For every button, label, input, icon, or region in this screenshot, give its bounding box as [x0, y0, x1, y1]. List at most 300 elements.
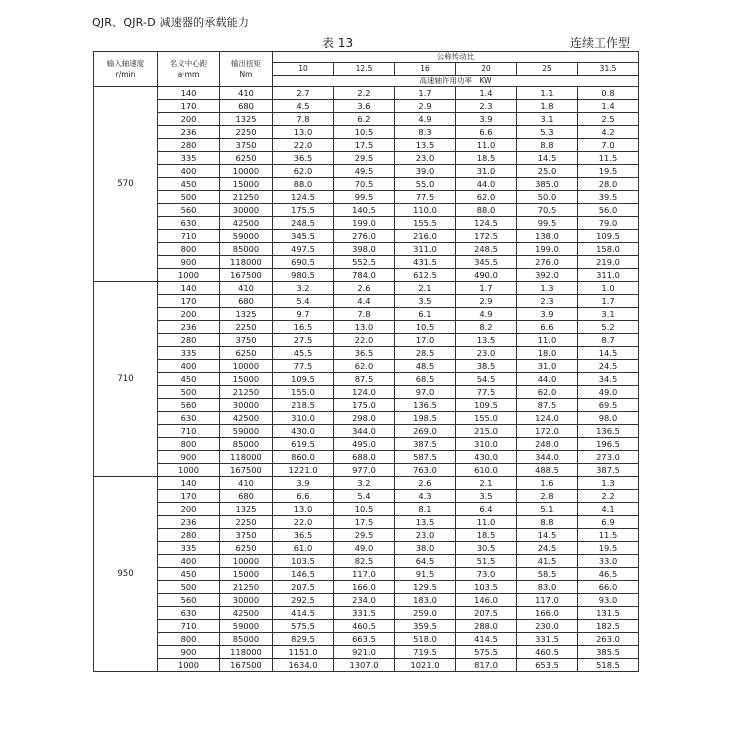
table-row — [94, 646, 639, 659]
table-row — [94, 295, 639, 308]
power-cell: 29.5 — [334, 529, 395, 542]
power-cell: 276.0 — [334, 230, 395, 243]
header-ratio: 16 — [395, 63, 456, 76]
power-cell: 172.0 — [517, 425, 578, 438]
power-cell: 11.0 — [456, 516, 517, 529]
power-cell: 24.5 — [578, 360, 639, 373]
power-cell: 2.3 — [517, 295, 578, 308]
power-cell: 5.4 — [334, 490, 395, 503]
capacity-table — [93, 51, 639, 672]
power-cell: 61.0 — [273, 542, 334, 555]
center-distance-cell: 560 — [158, 594, 220, 607]
power-cell: 2.7 — [273, 87, 334, 100]
torque-cell: 6250 — [220, 152, 273, 165]
power-cell: 3.9 — [517, 308, 578, 321]
power-cell: 31.0 — [517, 360, 578, 373]
power-cell: 62.0 — [334, 360, 395, 373]
table-row — [94, 217, 639, 230]
header-ratio: 20 — [456, 63, 517, 76]
power-cell: 7.8 — [334, 308, 395, 321]
power-cell: 83.0 — [517, 581, 578, 594]
power-cell: 4.4 — [334, 295, 395, 308]
table-row — [94, 438, 639, 451]
torque-cell: 15000 — [220, 373, 273, 386]
table-row — [94, 633, 639, 646]
power-cell: 28.5 — [395, 347, 456, 360]
table-row — [94, 191, 639, 204]
power-cell: 55.0 — [395, 178, 456, 191]
power-cell: 2.2 — [578, 490, 639, 503]
power-cell: 18.0 — [517, 347, 578, 360]
center-distance-cell: 1000 — [158, 464, 220, 477]
power-cell: 230.0 — [517, 620, 578, 633]
power-cell: 62.0 — [273, 165, 334, 178]
power-cell: 829.5 — [273, 633, 334, 646]
power-cell: 14.5 — [578, 347, 639, 360]
power-cell: 3.1 — [578, 308, 639, 321]
operation-mode: 连续工作型 — [570, 36, 631, 50]
center-distance-cell: 280 — [158, 139, 220, 152]
power-cell: 9.7 — [273, 308, 334, 321]
power-cell: 98.0 — [578, 412, 639, 425]
power-cell: 110.0 — [395, 204, 456, 217]
center-distance-cell: 140 — [158, 282, 220, 295]
table-row — [94, 308, 639, 321]
power-cell: 345.5 — [456, 256, 517, 269]
power-cell: 13.0 — [334, 321, 395, 334]
center-distance-cell: 500 — [158, 191, 220, 204]
center-distance-cell: 630 — [158, 217, 220, 230]
power-cell: 263.0 — [578, 633, 639, 646]
power-cell: 136.5 — [578, 425, 639, 438]
power-cell: 495.0 — [334, 438, 395, 451]
power-cell: 414.5 — [456, 633, 517, 646]
power-cell: 36.5 — [334, 347, 395, 360]
table-row — [94, 425, 639, 438]
power-cell: 41.5 — [517, 555, 578, 568]
power-cell: 860.0 — [273, 451, 334, 464]
power-cell: 1.7 — [456, 282, 517, 295]
torque-cell: 118000 — [220, 451, 273, 464]
center-distance-cell: 335 — [158, 347, 220, 360]
power-cell: 331.5 — [517, 633, 578, 646]
power-cell: 248.5 — [456, 243, 517, 256]
torque-cell: 21250 — [220, 386, 273, 399]
power-cell: 69.5 — [578, 399, 639, 412]
power-cell: 45.5 — [273, 347, 334, 360]
power-cell: 2.6 — [395, 477, 456, 490]
power-cell: 3.5 — [395, 295, 456, 308]
power-cell: 387.5 — [578, 464, 639, 477]
power-cell: 5.1 — [517, 503, 578, 516]
table-row — [94, 256, 639, 269]
torque-cell: 680 — [220, 100, 273, 113]
power-cell: 488.5 — [517, 464, 578, 477]
torque-cell: 85000 — [220, 438, 273, 451]
center-distance-cell: 200 — [158, 503, 220, 516]
power-cell: 44.0 — [517, 373, 578, 386]
power-cell: 68.5 — [395, 373, 456, 386]
power-cell: 1.3 — [517, 282, 578, 295]
center-distance-cell: 236 — [158, 321, 220, 334]
power-cell: 13.0 — [273, 126, 334, 139]
power-cell: 158.0 — [578, 243, 639, 256]
power-cell: 215.0 — [456, 425, 517, 438]
table-row — [94, 282, 639, 295]
power-cell: 6.2 — [334, 113, 395, 126]
power-cell: 817.0 — [456, 659, 517, 672]
power-cell: 331.5 — [334, 607, 395, 620]
power-cell: 23.0 — [456, 347, 517, 360]
power-cell: 10.5 — [334, 503, 395, 516]
power-cell: 0.8 — [578, 87, 639, 100]
power-cell: 82.5 — [334, 555, 395, 568]
power-cell: 117.0 — [517, 594, 578, 607]
power-cell: 49.0 — [334, 542, 395, 555]
power-cell: 62.0 — [456, 191, 517, 204]
power-cell: 1.8 — [517, 100, 578, 113]
power-cell: 1.7 — [578, 295, 639, 308]
power-cell: 79.0 — [578, 217, 639, 230]
torque-cell: 42500 — [220, 607, 273, 620]
power-cell: 359.5 — [395, 620, 456, 633]
power-cell: 93.0 — [578, 594, 639, 607]
table-row — [94, 555, 639, 568]
torque-cell: 680 — [220, 490, 273, 503]
table-row — [94, 100, 639, 113]
power-cell: 5.3 — [517, 126, 578, 139]
torque-cell: 15000 — [220, 568, 273, 581]
power-cell: 3.9 — [456, 113, 517, 126]
power-cell: 99.5 — [517, 217, 578, 230]
table-row — [94, 607, 639, 620]
torque-cell: 680 — [220, 295, 273, 308]
center-distance-cell: 800 — [158, 243, 220, 256]
power-cell: 663.5 — [334, 633, 395, 646]
power-cell: 24.5 — [517, 542, 578, 555]
table-row — [94, 386, 639, 399]
center-distance-cell: 335 — [158, 152, 220, 165]
power-cell: 2.2 — [334, 87, 395, 100]
power-cell: 398.0 — [334, 243, 395, 256]
power-cell: 155.0 — [456, 412, 517, 425]
center-distance-cell: 170 — [158, 100, 220, 113]
power-cell: 11.5 — [578, 152, 639, 165]
power-cell: 22.0 — [334, 334, 395, 347]
table-row — [94, 503, 639, 516]
center-distance-cell: 800 — [158, 438, 220, 451]
power-cell: 612.5 — [395, 269, 456, 282]
speed-cell: 710 — [94, 282, 158, 477]
power-cell: 575.5 — [456, 646, 517, 659]
table-row — [94, 87, 639, 100]
power-cell: 575.5 — [273, 620, 334, 633]
power-cell: 6.6 — [456, 126, 517, 139]
torque-cell: 42500 — [220, 412, 273, 425]
power-cell: 414.5 — [273, 607, 334, 620]
power-cell: 4.9 — [456, 308, 517, 321]
power-cell: 199.0 — [517, 243, 578, 256]
torque-cell: 21250 — [220, 581, 273, 594]
power-cell: 430.0 — [456, 451, 517, 464]
power-cell: 50.0 — [517, 191, 578, 204]
power-cell: 273.0 — [578, 451, 639, 464]
power-cell: 73.0 — [456, 568, 517, 581]
center-distance-cell: 450 — [158, 178, 220, 191]
torque-cell: 2250 — [220, 516, 273, 529]
power-cell: 109.5 — [273, 373, 334, 386]
table-row — [94, 620, 639, 633]
power-cell: 3.6 — [334, 100, 395, 113]
power-cell: 124.5 — [273, 191, 334, 204]
power-cell: 207.5 — [456, 607, 517, 620]
torque-cell: 59000 — [220, 425, 273, 438]
table-row — [94, 334, 639, 347]
power-cell: 146.5 — [273, 568, 334, 581]
power-cell: 58.5 — [517, 568, 578, 581]
table-row — [94, 490, 639, 503]
power-cell: 25.0 — [517, 165, 578, 178]
center-distance-cell: 140 — [158, 477, 220, 490]
torque-cell: 167500 — [220, 269, 273, 282]
torque-cell: 10000 — [220, 360, 273, 373]
table-row — [94, 230, 639, 243]
power-cell: 117.0 — [334, 568, 395, 581]
power-cell: 977.0 — [334, 464, 395, 477]
power-cell: 27.5 — [273, 334, 334, 347]
power-cell: 207.5 — [273, 581, 334, 594]
power-cell: 29.5 — [334, 152, 395, 165]
power-cell: 36.5 — [273, 529, 334, 542]
torque-cell: 6250 — [220, 347, 273, 360]
torque-cell: 42500 — [220, 217, 273, 230]
power-cell: 17.5 — [334, 139, 395, 152]
power-cell: 763.0 — [395, 464, 456, 477]
power-cell: 6.9 — [578, 516, 639, 529]
power-cell: 146.0 — [456, 594, 517, 607]
torque-cell: 2250 — [220, 321, 273, 334]
torque-cell: 3750 — [220, 139, 273, 152]
power-cell: 1221.0 — [273, 464, 334, 477]
torque-cell: 410 — [220, 477, 273, 490]
power-cell: 1.6 — [517, 477, 578, 490]
power-cell: 298.0 — [334, 412, 395, 425]
power-cell: 166.0 — [517, 607, 578, 620]
power-cell: 5.2 — [578, 321, 639, 334]
center-distance-cell: 710 — [158, 620, 220, 633]
power-cell: 30.5 — [456, 542, 517, 555]
power-cell: 719.5 — [395, 646, 456, 659]
power-cell: 39.0 — [395, 165, 456, 178]
power-cell: 70.5 — [517, 204, 578, 217]
center-distance-cell: 280 — [158, 334, 220, 347]
power-cell: 166.0 — [334, 581, 395, 594]
table-row — [94, 243, 639, 256]
header-speed: 输入轴速度 r/min — [94, 52, 158, 87]
power-cell: 1.3 — [578, 477, 639, 490]
power-cell: 51.5 — [456, 555, 517, 568]
power-cell: 1.7 — [395, 87, 456, 100]
table-row — [94, 165, 639, 178]
power-cell: 688.0 — [334, 451, 395, 464]
power-cell: 36.5 — [273, 152, 334, 165]
power-cell: 31.0 — [456, 165, 517, 178]
power-cell: 392.0 — [517, 269, 578, 282]
power-cell: 3.2 — [334, 477, 395, 490]
header-ratio: 25 — [517, 63, 578, 76]
table-row — [94, 451, 639, 464]
power-cell: 13.5 — [395, 139, 456, 152]
table-row — [94, 399, 639, 412]
power-cell: 219.0 — [578, 256, 639, 269]
power-cell: 14.5 — [517, 152, 578, 165]
power-cell: 387.5 — [395, 438, 456, 451]
torque-cell: 10000 — [220, 555, 273, 568]
torque-cell: 85000 — [220, 633, 273, 646]
center-distance-cell: 630 — [158, 412, 220, 425]
center-distance-cell: 1000 — [158, 269, 220, 282]
power-cell: 610.0 — [456, 464, 517, 477]
power-cell: 39.5 — [578, 191, 639, 204]
torque-cell: 59000 — [220, 230, 273, 243]
power-cell: 8.7 — [578, 334, 639, 347]
center-distance-cell: 710 — [158, 425, 220, 438]
power-cell: 19.5 — [578, 542, 639, 555]
torque-cell: 15000 — [220, 178, 273, 191]
power-cell: 8.1 — [395, 503, 456, 516]
table-row — [94, 516, 639, 529]
torque-cell: 30000 — [220, 204, 273, 217]
power-cell: 690.5 — [273, 256, 334, 269]
power-cell: 88.0 — [456, 204, 517, 217]
power-cell: 4.5 — [273, 100, 334, 113]
power-cell: 1.0 — [578, 282, 639, 295]
power-cell: 49.0 — [578, 386, 639, 399]
torque-cell: 167500 — [220, 464, 273, 477]
power-cell: 344.0 — [334, 425, 395, 438]
power-cell: 6.4 — [456, 503, 517, 516]
table-row — [94, 126, 639, 139]
torque-cell: 85000 — [220, 243, 273, 256]
power-cell: 19.5 — [578, 165, 639, 178]
power-cell: 8.8 — [517, 516, 578, 529]
power-cell: 124.0 — [334, 386, 395, 399]
table-row — [94, 204, 639, 217]
center-distance-cell: 200 — [158, 308, 220, 321]
power-cell: 4.9 — [395, 113, 456, 126]
power-cell: 552.5 — [334, 256, 395, 269]
table-row — [94, 412, 639, 425]
center-distance-cell: 170 — [158, 295, 220, 308]
power-cell: 103.5 — [273, 555, 334, 568]
power-cell: 44.0 — [456, 178, 517, 191]
speed-cell: 570 — [94, 87, 158, 282]
power-cell: 460.5 — [334, 620, 395, 633]
power-cell: 172.5 — [456, 230, 517, 243]
center-distance-cell: 400 — [158, 360, 220, 373]
power-cell: 183.0 — [395, 594, 456, 607]
power-cell: 8.8 — [517, 139, 578, 152]
header-ratio-group: 公称传动比 — [273, 52, 639, 63]
power-cell: 6.1 — [395, 308, 456, 321]
power-cell: 310.0 — [456, 438, 517, 451]
table-row — [94, 321, 639, 334]
power-cell: 49.5 — [334, 165, 395, 178]
power-cell: 518.0 — [395, 633, 456, 646]
power-cell: 1.4 — [456, 87, 517, 100]
power-cell: 7.0 — [578, 139, 639, 152]
torque-cell: 1325 — [220, 113, 273, 126]
center-distance-cell: 236 — [158, 126, 220, 139]
power-cell: 17.0 — [395, 334, 456, 347]
center-distance-cell: 900 — [158, 646, 220, 659]
power-cell: 2.3 — [456, 100, 517, 113]
center-distance-cell: 800 — [158, 633, 220, 646]
power-cell: 2.5 — [578, 113, 639, 126]
power-cell: 430.0 — [273, 425, 334, 438]
center-distance-cell: 500 — [158, 581, 220, 594]
power-cell: 259.0 — [395, 607, 456, 620]
center-distance-cell: 630 — [158, 607, 220, 620]
power-cell: 11.5 — [578, 529, 639, 542]
power-cell: 345.5 — [273, 230, 334, 243]
power-cell: 70.5 — [334, 178, 395, 191]
power-cell: 22.0 — [273, 139, 334, 152]
power-cell: 2.8 — [517, 490, 578, 503]
power-cell: 2.9 — [456, 295, 517, 308]
power-cell: 1.4 — [578, 100, 639, 113]
torque-cell: 118000 — [220, 256, 273, 269]
power-cell: 2.9 — [395, 100, 456, 113]
table-row — [94, 360, 639, 373]
torque-cell: 10000 — [220, 165, 273, 178]
power-cell: 38.0 — [395, 542, 456, 555]
power-cell: 23.0 — [395, 529, 456, 542]
power-cell: 109.5 — [456, 399, 517, 412]
table-row — [94, 139, 639, 152]
power-cell: 77.5 — [273, 360, 334, 373]
power-cell: 175.0 — [334, 399, 395, 412]
power-cell: 14.5 — [517, 529, 578, 542]
power-cell: 13.5 — [395, 516, 456, 529]
power-cell: 490.0 — [456, 269, 517, 282]
power-cell: 28.0 — [578, 178, 639, 191]
center-distance-cell: 450 — [158, 568, 220, 581]
center-distance-cell: 335 — [158, 542, 220, 555]
power-cell: 431.5 — [395, 256, 456, 269]
torque-cell: 30000 — [220, 399, 273, 412]
power-cell: 87.5 — [517, 399, 578, 412]
table-row — [94, 347, 639, 360]
power-cell: 38.5 — [456, 360, 517, 373]
power-cell: 7.8 — [273, 113, 334, 126]
torque-cell: 3750 — [220, 334, 273, 347]
power-cell: 87.5 — [334, 373, 395, 386]
torque-cell: 410 — [220, 87, 273, 100]
power-cell: 140.5 — [334, 204, 395, 217]
power-cell: 77.5 — [395, 191, 456, 204]
power-cell: 46.5 — [578, 568, 639, 581]
center-distance-cell: 710 — [158, 230, 220, 243]
power-cell: 33.0 — [578, 555, 639, 568]
power-cell: 77.5 — [456, 386, 517, 399]
power-cell: 196.5 — [578, 438, 639, 451]
power-cell: 155.5 — [395, 217, 456, 230]
power-cell: 2.6 — [334, 282, 395, 295]
power-cell: 619.5 — [273, 438, 334, 451]
power-cell: 10.5 — [395, 321, 456, 334]
center-distance-cell: 560 — [158, 399, 220, 412]
